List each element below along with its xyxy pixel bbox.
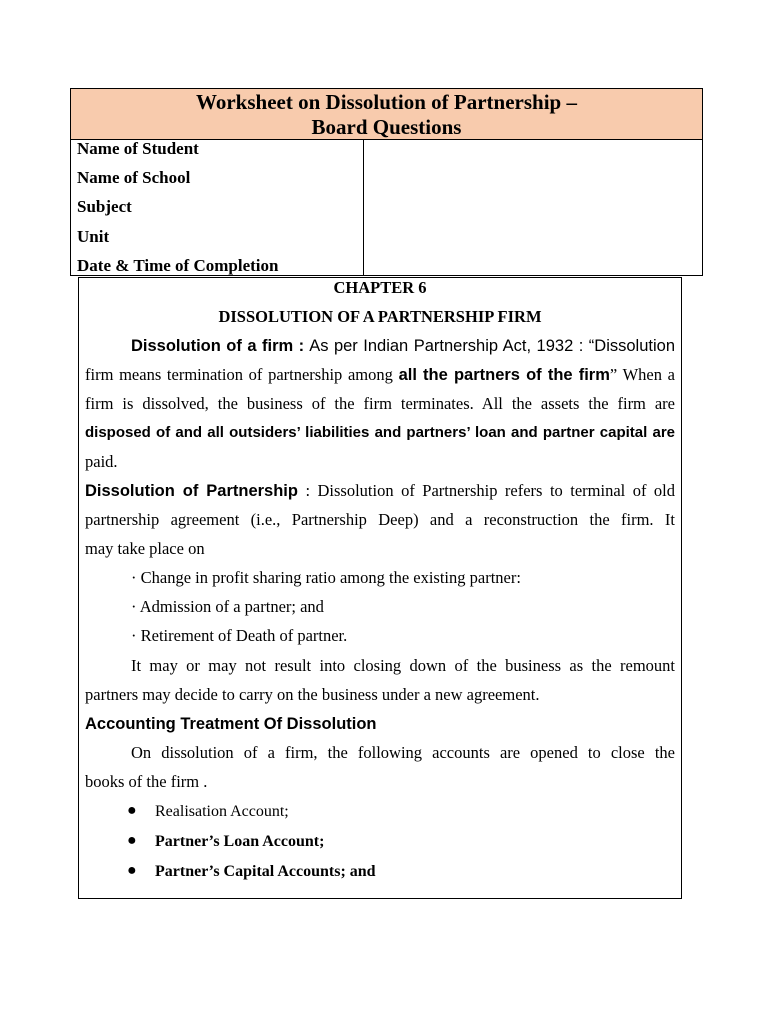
paragraph-3-line-2: partners may decide to carry on the business under a new agreement.: [85, 685, 540, 704]
emphasis-all-partners: all the partners of the firm: [398, 366, 610, 384]
middot-item: · Admission of a partner; and: [131, 597, 324, 616]
middot-item: · Change in profit sharing ratio among the existing partner:: [131, 568, 521, 587]
worksheet-header: [70, 88, 703, 140]
header-title-line2: Board Questions: [311, 115, 462, 139]
paragraph-1-line-5: paid.: [85, 452, 118, 471]
paragraph-1-line-3: firm is dissolved, the business of the firm terminates. All the assets the firm are: [85, 394, 675, 413]
paragraph-4-line-1: On dissolution of a firm, the following accounts are opened to close the: [131, 743, 675, 762]
paragraph-1-line-4: disposed of and all outsiders’ liabilities and partners’ loan and partner capital are: [85, 424, 675, 441]
chapter-content: [78, 277, 682, 899]
bullet-icon: ●: [127, 862, 137, 879]
paragraph-2-line-1: Dissolution of Partnership : Dissolution of Partnership refers to terminal of old: [85, 481, 675, 500]
bullet-item-realisation: Realisation Account;: [155, 803, 289, 820]
term-dissolution-of-firm: Dissolution of a firm :: [131, 337, 305, 355]
bullet-icon: ●: [127, 802, 137, 819]
header-title-line1: Worksheet on Dissolution of Partnership –: [196, 90, 577, 114]
label-date-time: Date & Time of Completion: [77, 256, 279, 275]
middot-item: · Retirement of Death of partner.: [131, 626, 348, 645]
label-name-of-student: Name of Student: [77, 139, 199, 158]
label-unit: Unit: [77, 227, 110, 246]
paragraph-2-line-3: may take place on: [85, 539, 205, 558]
paragraph-1-line-2: firm means termination of partnership among all the partners of the firm” When a: [85, 365, 675, 384]
bullet-icon: ●: [127, 832, 137, 849]
bullet-item-partners-capital: Partner’s Capital Accounts; and: [155, 863, 376, 880]
worksheet: [70, 88, 703, 899]
bullet-item-partners-loan: Partner’s Loan Account;: [155, 833, 325, 850]
student-info-table: [70, 139, 703, 276]
paragraph-1-line-1: Dissolution of a firm : As per Indian Partnership Act, 1932 : “Dissolution: [131, 337, 676, 355]
paragraph-4-line-2: books of the firm .: [85, 772, 208, 791]
chapter-number: CHAPTER 6: [333, 278, 427, 297]
section-heading-accounting: Accounting Treatment Of Dissolution: [85, 715, 377, 733]
label-name-of-school: Name of School: [77, 168, 191, 187]
label-subject: Subject: [77, 197, 132, 216]
paragraph-2-line-2: partnership agreement (i.e., Partnership Deep) and a reconstruction the firm. It: [85, 510, 675, 529]
info-labels-column: [71, 139, 364, 275]
term-dissolution-of-partnership: Dissolution of Partnership: [85, 482, 298, 500]
chapter-title: DISSOLUTION OF A PARTNERSHIP FIRM: [218, 307, 542, 326]
paragraph-3-line-1: It may or may not result into closing down of the business as the remount: [131, 656, 675, 675]
